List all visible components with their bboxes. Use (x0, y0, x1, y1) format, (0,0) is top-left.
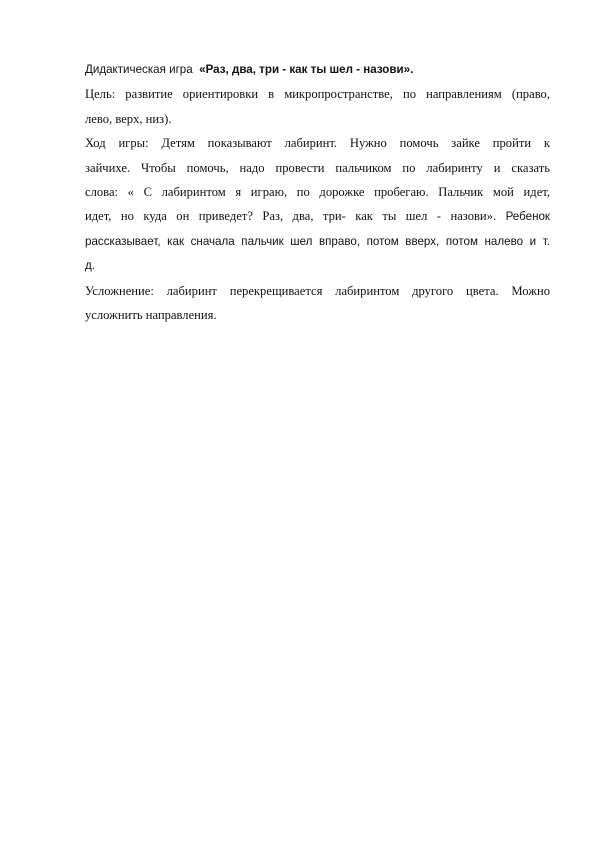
complication-line-2: усложнить направления. (85, 308, 217, 323)
game-line-6: д. (85, 259, 95, 273)
game-line-4-text: идет, но куда он приведет? Раз, два, три- как ты шел - назови». (85, 209, 506, 224)
goal-line-1: Цель: развитие ориентировки в микропространстве, по направлениям (право, (85, 87, 550, 102)
game-line-2: зайчихе. Чтобы помочь, надо провести пальчиком по лабиринту и сказать (85, 160, 550, 175)
goal-line-2: лево, верх, низ). (85, 111, 172, 126)
complication-paragraph (85, 279, 550, 328)
game-line-5: рассказывает, как сначала пальчик шел вправо, потом вверх, потом налево и т. (85, 234, 550, 248)
title-prefix: Дидактическая игра (85, 63, 200, 76)
game-line-4 (85, 204, 550, 229)
title-game-name: «Раз, два, три - как ты шел - назови». (199, 63, 414, 76)
game-line-4-end: Ребенок (505, 210, 550, 224)
goal-paragraph (85, 82, 550, 131)
game-line-1: Ход игры: Детям показывают лабиринт. Нужно помочь зайке пройти к (85, 136, 550, 151)
title-line (85, 57, 550, 82)
document-body (85, 57, 550, 327)
complication-line-1: Усложнение: лабиринт перекрещивается лабиринтом другого цвета. Можно (85, 283, 550, 298)
game-paragraph (85, 131, 550, 278)
document-title (85, 57, 550, 82)
game-line-3: слова: « С лабиринтом я играю, по дорожке пробегаю. Пальчик мой идет, (85, 185, 550, 200)
